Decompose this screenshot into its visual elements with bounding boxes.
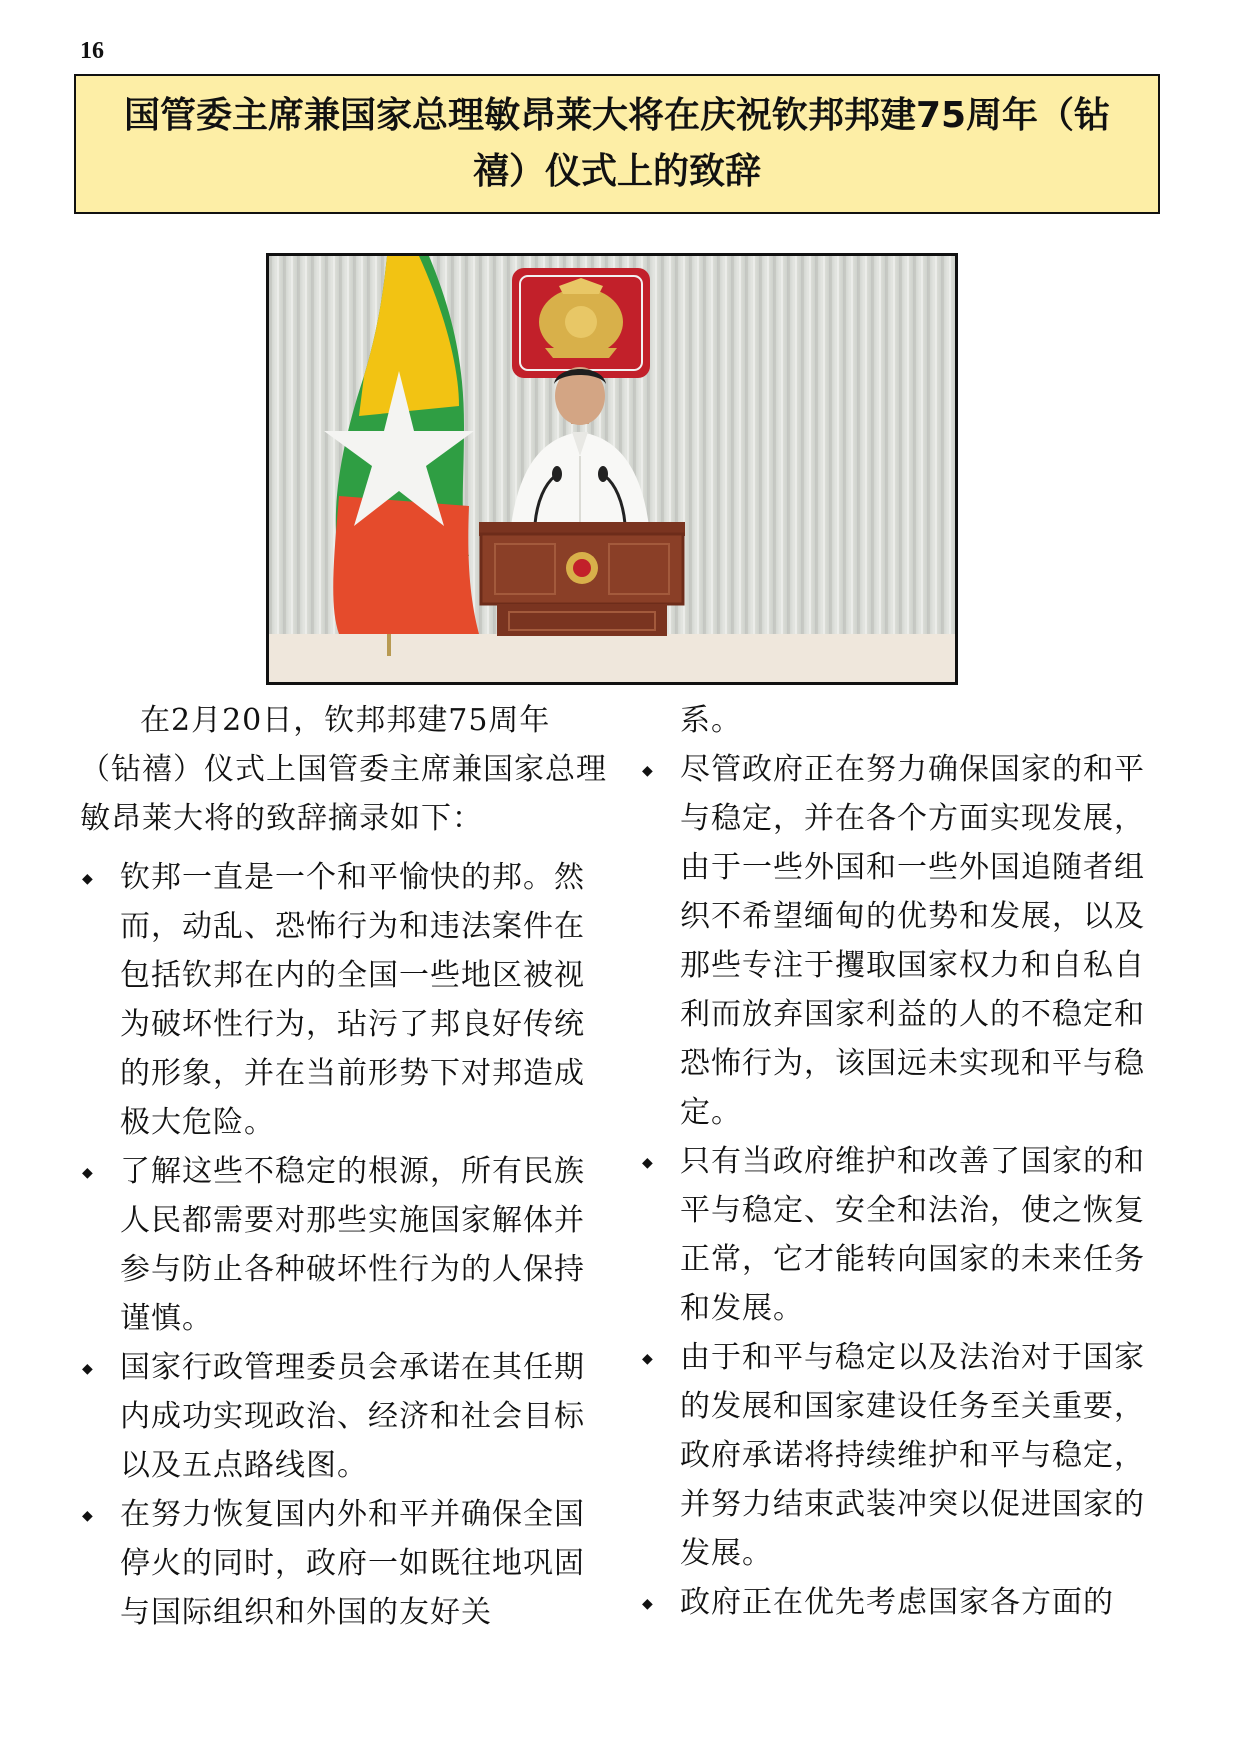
- left-bullet-list: [80, 853, 610, 1637]
- list-item: [80, 853, 610, 1147]
- list-item-text: 了解这些不稳定的根源，所有民族人民都需要对那些实施国家解体并参与防止各种破坏性行为的人保持谨慎。: [120, 1154, 585, 1336]
- intro-paragraph: 在2月20日，钦邦邦建75周年（钻禧）仪式上国管委主席兼国家总理敏昂莱大将的致辞摘录如下：: [80, 703, 607, 836]
- bullet-diamond-icon: ◆: [82, 1361, 94, 1377]
- left-column: [80, 696, 610, 1637]
- list-item: [640, 1578, 1170, 1627]
- title-box: [74, 74, 1160, 214]
- list-item: [640, 1137, 1170, 1333]
- floor: [269, 634, 955, 682]
- bullet-diamond-icon: ◆: [642, 1351, 654, 1367]
- continuation-text: 系。: [680, 703, 742, 738]
- page-title: 国管委主席兼国家总理敏昂莱大将在庆祝钦邦邦建75周年（钻禧）仪式上的致辞: [123, 95, 1111, 192]
- bullet-diamond-icon: ◆: [642, 1155, 654, 1171]
- speaker-photo-illustration: [269, 256, 955, 682]
- bullet-diamond-icon: ◆: [642, 763, 654, 779]
- list-item-text: 国家行政管理委员会承诺在其任期内成功实现政治、经济和社会目标以及五点路线图。: [120, 1350, 585, 1483]
- list-item-text: 由于和平与稳定以及法治对于国家的发展和国家建设任务至关重要，政府承诺将持续维护和平与稳定，并努力结束武装冲突以促进国家的发展。: [680, 1340, 1145, 1571]
- list-item: [640, 745, 1170, 1137]
- state-emblem: [512, 268, 650, 378]
- page-number: 16: [80, 38, 104, 64]
- right-column: [640, 696, 1170, 1627]
- list-item-text: 钦邦一直是一个和平愉快的邦。然而，动乱、恐怖行为和违法案件在包括钦邦在内的全国一些地区被视为破坏性行为，玷污了邦良好传统的形象，并在当前形势下对邦造成极大危险。: [120, 860, 585, 1140]
- podium: [479, 522, 685, 636]
- bullet-diamond-icon: ◆: [82, 1508, 94, 1524]
- speaker-photo: [266, 253, 958, 685]
- list-item: [80, 1147, 610, 1343]
- list-item: [80, 1343, 610, 1490]
- bullet-diamond-icon: ◆: [82, 871, 94, 887]
- list-item-text: 政府正在优先考虑国家各方面的: [680, 1585, 1114, 1620]
- list-item-text: 只有当政府维护和改善了国家的和平与稳定、安全和法治，使之恢复正常，它才能转向国家的未来任务和发展。: [680, 1144, 1145, 1326]
- list-item: [640, 1333, 1170, 1578]
- list-item: [80, 1490, 610, 1637]
- bullet-diamond-icon: ◆: [642, 1596, 654, 1612]
- list-item-text: 在努力恢复国内外和平并确保全国停火的同时，政府一如既往地巩固与国际组织和外国的友好关: [120, 1497, 585, 1630]
- bullet-diamond-icon: ◆: [82, 1165, 94, 1181]
- list-item-text: 尽管政府正在努力确保国家的和平与稳定，并在各个方面实现发展，由于一些外国和一些外国追随者组织不希望缅甸的优势和发展，以及那些专注于攫取国家权力和自私自利而放弃国家利益的人的不稳定和恐怖行为，该国远未实现和平与稳定。: [680, 752, 1145, 1130]
- right-bullet-list: [640, 745, 1170, 1627]
